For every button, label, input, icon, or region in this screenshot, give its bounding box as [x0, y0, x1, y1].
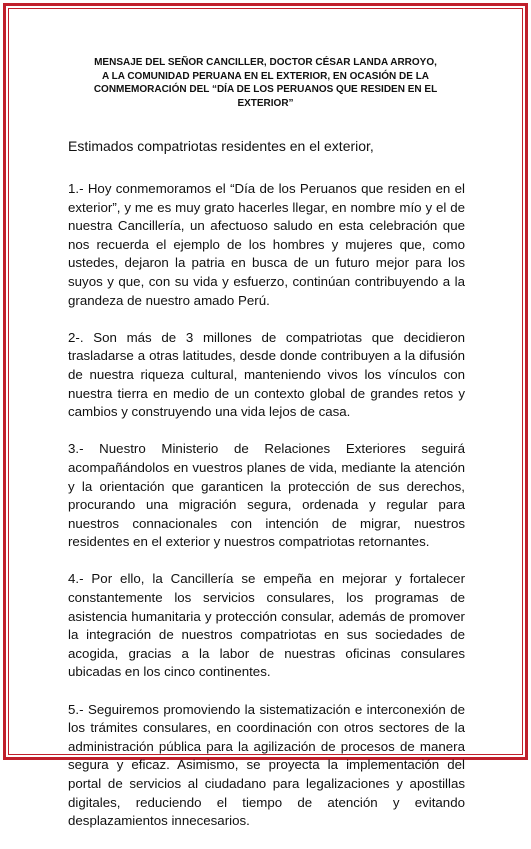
title-line-2: A LA COMUNIDAD PERUANA EN EL EXTERIOR, EN OCASIÓN DE LA [101, 70, 430, 82]
title-line-1: MENSAJE DEL SEÑOR CANCILLER, DOCTOR CÉSAR LANDA ARROYO, [94, 57, 437, 68]
paragraph-3: 3.- Nuestro Ministerio de Relaciones Exteriores seguirá acompañándolos en vuestros planes de vida, mediante la atención y la orientación que garanticen la protección de sus derechos, procurando una migración segura, ordenada y regular para nuestros connacionales con intención de migrar, nuestros residentes en el exterior y nuestros compatriotas retornantes. [68, 441, 465, 550]
paragraph-2: 2-. Son más de 3 millones de compatriotas que decidieron trasladarse a otras latitudes, desde donde contribuyen a la difusión de nuestra riqueza cultural, manteniendo vivos los vínculos con nuestra tierra en medio de un contexto global de grandes retos y cambios y construyendo una vida lejos de casa. [68, 329, 465, 420]
title-line-4: EXTERIOR” [237, 97, 294, 109]
greeting: Estimados compatriotas residentes en el exterior, [68, 138, 374, 154]
paragraph-5: 5.- Seguiremos promoviendo la sistematización e interconexión de los trámites consulares, en coordinación con otros sectores de la administración pública para la agilización de procesos de manera segura y eficaz. Asimismo, se proyecta la implementación del portal de servicios al ciudadano para legalizaciones y apostillas digitales, reduciendo el tiempo de atención y evitando desplazamientos innecesarios. [68, 701, 465, 829]
paragraph-1: 1.- Hoy conmemoramos el “Día de los Peruanos que residen en el exterior”, y me es muy grato hacerles llegar, en nombre mío y el de nuestra Cancillería, un afectuoso saludo en esta celebración que nos recuerda el ejemplo de los hombres y mujeres que, como ustedes, dejaron la patria en busca de un futuro mejor para los suyos y que, con su vida y esfuerzo, continúan contribuyendo a la grandeza de nuestro amado Perú. [68, 181, 465, 308]
document-title [40, 56, 491, 110]
paragraph-4: 4.- Por ello, la Cancillería se empeña en mejorar y fortalecer constantemente los servicios consulares, los programas de asistencia humanitaria y protección consular, además de promover la integración de nuestros compatriotas en sus sociedades de acogida, gracias a la labor de nuestras oficinas consulares ubicadas en los cinco continentes. [68, 571, 465, 680]
title-line-3: CONMEMORACIÓN DEL “DÍA DE LOS PERUANOS QUE RESIDEN EN EL [93, 84, 438, 95]
message-body [68, 180, 465, 849]
